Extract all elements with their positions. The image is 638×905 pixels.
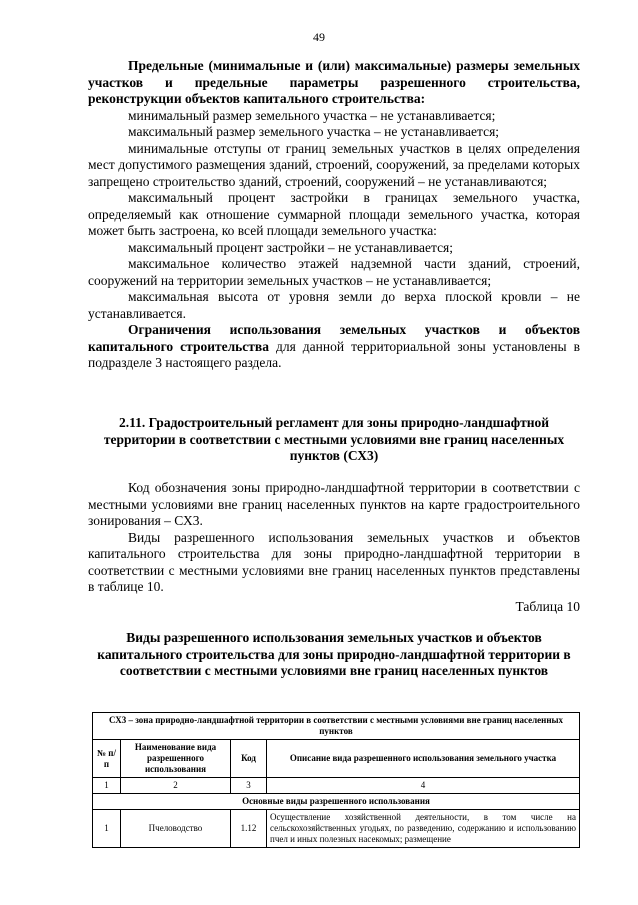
param-line-7: максимальная высота от уровня земли до верха плоской кровли – не устанавливается. [88, 289, 580, 321]
param-line-5: максимальный процент застройки – не устанавливается; [128, 239, 454, 255]
group-row-main-uses: Основные виды разрешенного использования [93, 794, 580, 810]
param-line-1: минимальный размер земельного участка – не устанавливается; [128, 107, 496, 123]
param-line-4: максимальный процент застройки в границах земельного участка, определяемый как отношение суммарной площади земельного участка, которая может быть застроена, ко всей площади земельного участка: [88, 190, 580, 238]
parameters-heading: Предельные (минимальные и (или) максимальные) размеры земельных участков и предельные параметры разрешенного строительства, реконструкции объектов капитального строительства: [88, 58, 580, 106]
row-number: 1 [93, 810, 121, 848]
row-description: Осуществление хозяйственной деятельности, в том числе на сельскохозяйственных угодьях, по разведению, содержанию и использованию пчел и иных полезных насекомых; размещение [267, 810, 580, 848]
restrictions-paragraph [88, 322, 580, 372]
section-heading: 2.11. Градостроительный регламент для зоны природно-ландшафтной территории в соответствии с местными условиями вне границ населенных пунктов (СХ3) [103, 415, 565, 463]
column-number-3: 3 [231, 778, 267, 794]
column-number-1: 1 [93, 778, 121, 794]
table-label: Таблица 10 [515, 598, 580, 614]
restrictions-rest: для данной территориальной зоны установлены в подразделе 3 настоящего раздела. [88, 338, 581, 370]
zone-code-paragraph: Код обозначения зоны природно-ландшафтной территории в соответствии с местными условиями вне границ населенных пунктов на карте градостроительного зонирования – СХ3. [88, 480, 580, 528]
table-caption-row: СХ3 – зона природно-ландшафтной территории в соответствии с местными условиями вне границ населенных пунктов [93, 713, 580, 740]
table-title-block [88, 630, 580, 680]
column-number-2: 2 [121, 778, 231, 794]
header-description: Описание вида разрешенного использования земельного участка [267, 740, 580, 778]
column-number-4: 4 [267, 778, 580, 794]
restrictions-bold: Ограничения использования земельных участков и объектов капитального строительства [88, 322, 580, 354]
param-line-2: максимальный размер земельного участка – не устанавливается; [128, 124, 500, 139]
header-code: Код [231, 740, 267, 778]
section-2-11-body [88, 480, 580, 615]
permitted-uses-paragraph: Виды разрешенного использования земельных участков и объектов капитального строительства для зоны природно-ландшафтной территории в соответствии с местными условиями вне границ населенных пунктов представлены в таблице 10. [88, 529, 580, 594]
param-line-6: максимальное количество этажей надземной части зданий, строений, сооружений на территории земельных участков – не устанавливается; [88, 256, 580, 288]
page-number: 49 [313, 30, 325, 44]
row-name: Пчеловодство [121, 810, 231, 848]
header-number: № п/п [93, 740, 121, 778]
table-title: Виды разрешенного использования земельных участков и объектов капитального строительства для зоны природно-ландшафтной территории в соответствии с местными условиями вне границ населенных пунктов [97, 630, 571, 678]
row-code: 1.12 [231, 810, 267, 848]
table-row [93, 810, 580, 848]
header-name: Наименование вида разрешенного использования [121, 740, 231, 778]
permitted-uses-table [92, 712, 580, 848]
section-parameters [88, 58, 580, 372]
section-2-11 [88, 415, 580, 465]
param-line-3: минимальные отступы от границ земельных участков в целях определения мест допустимого размещения зданий, строений, сооружений, за пределами которых запрещено строительство зданий, строений, сооружений – не устанавливаются; [88, 140, 580, 189]
